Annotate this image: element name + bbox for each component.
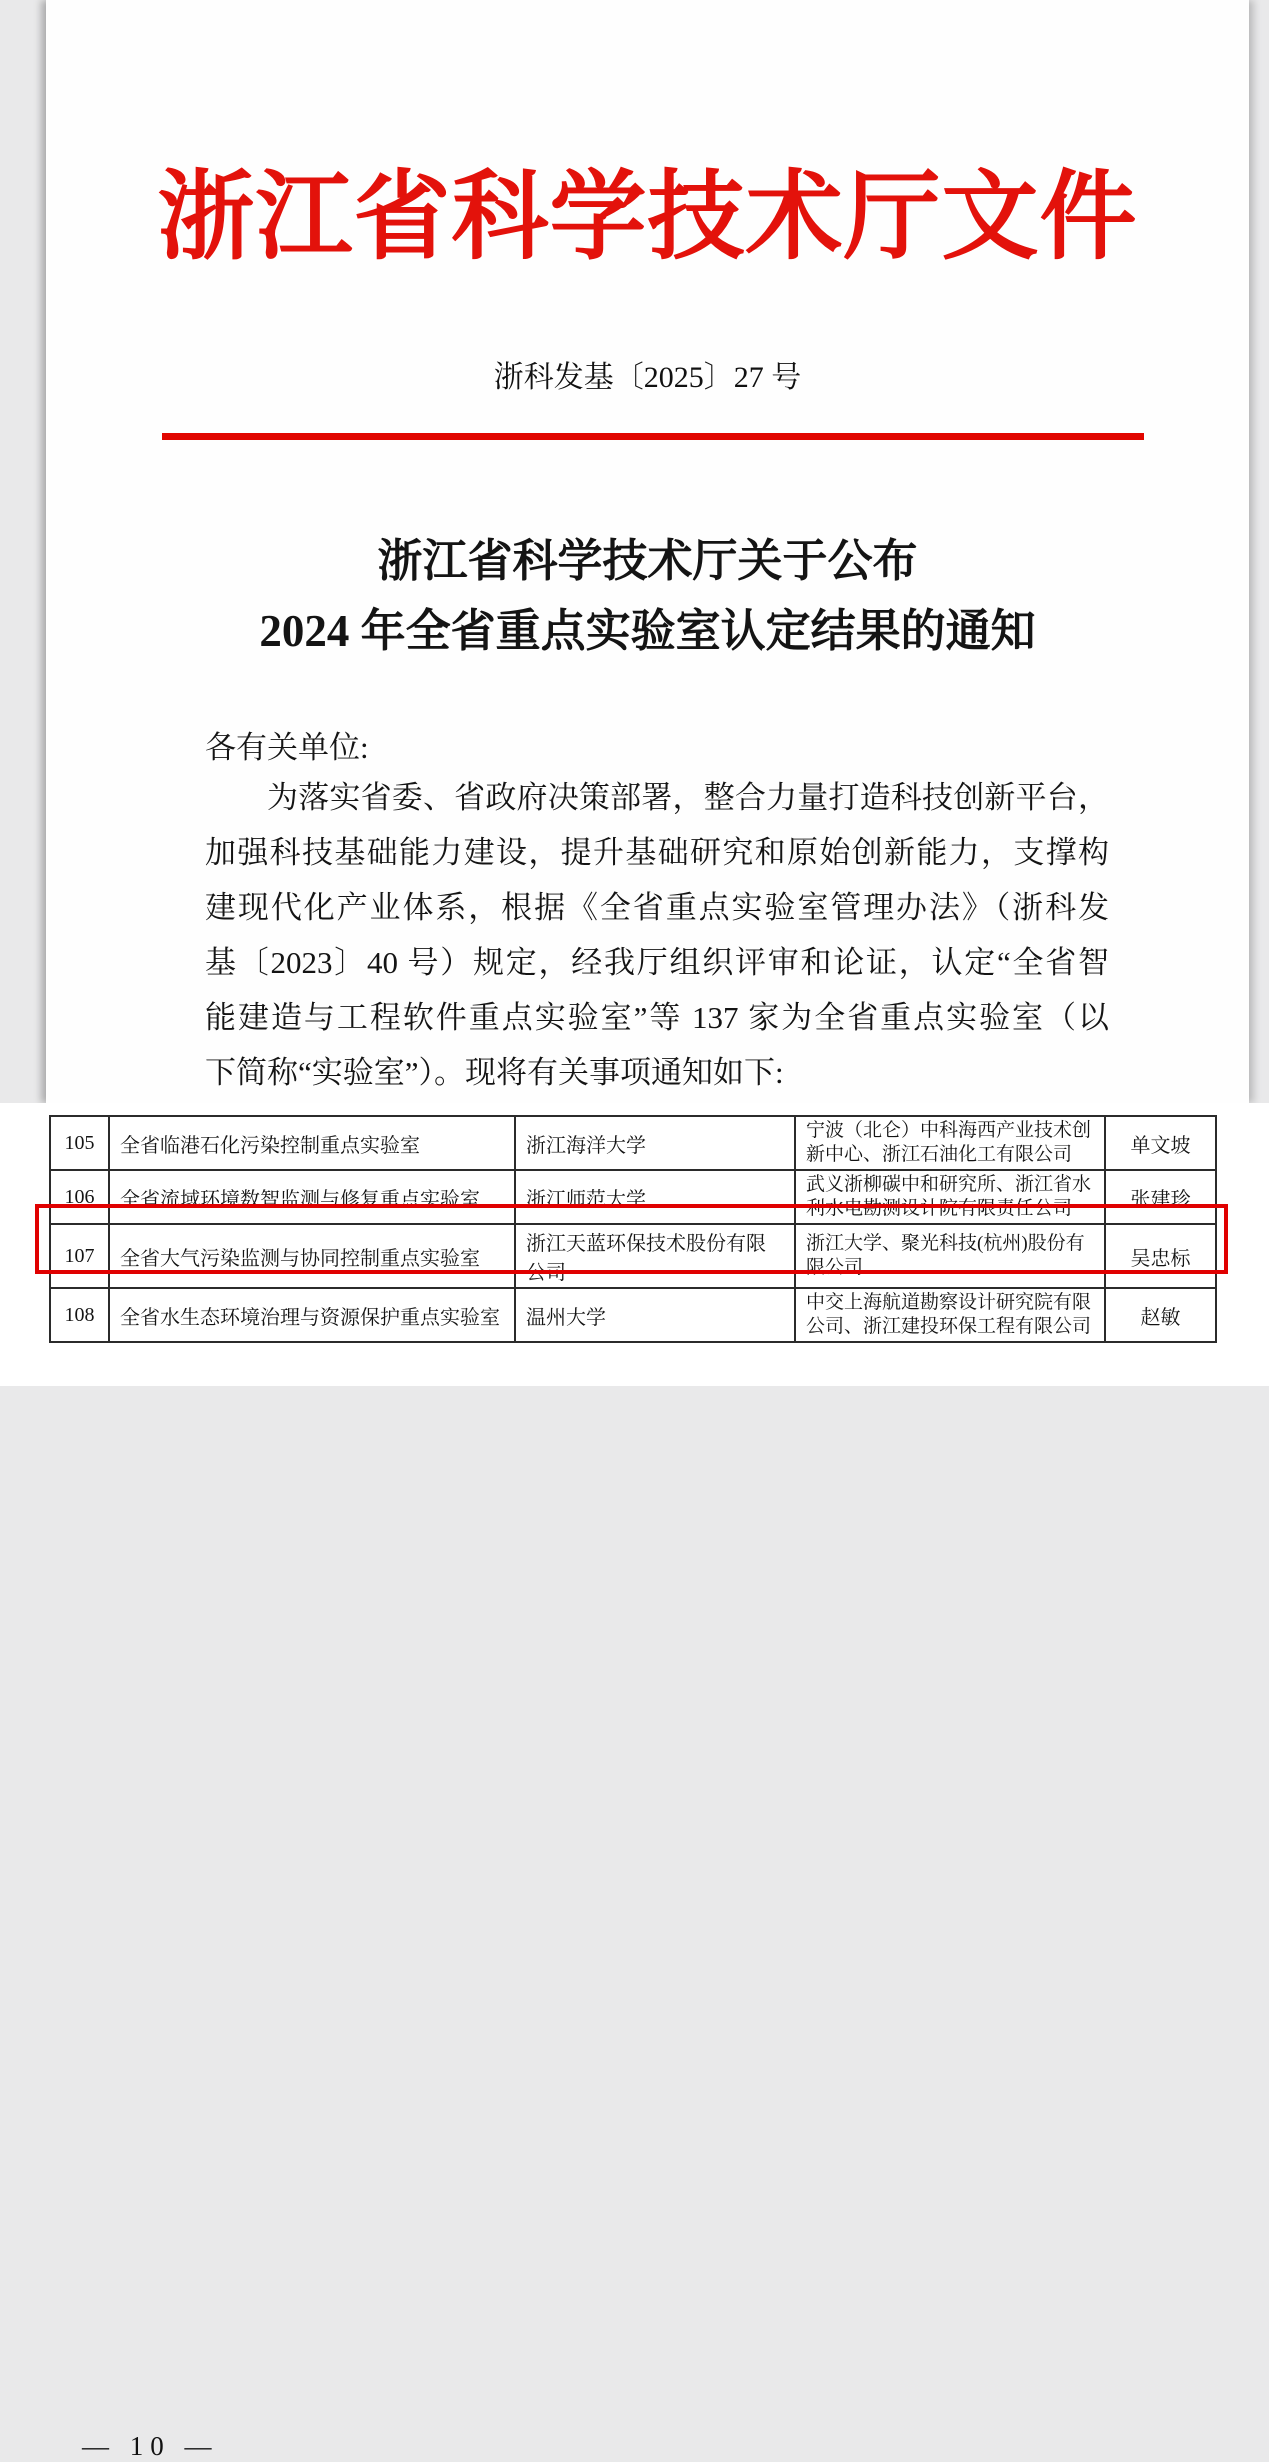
cell-institution: 温州大学 xyxy=(515,1288,795,1342)
cell-lab-name: 全省流域环境数智监测与修复重点实验室 xyxy=(109,1170,515,1224)
cell-index: 105 xyxy=(50,1116,109,1170)
cell-director: 单文坡 xyxy=(1105,1116,1216,1170)
body-line: 能建造与工程软件重点实验室”等 137 家为全省重点实验室（以 xyxy=(205,1000,1109,1035)
table-row-highlighted xyxy=(50,1224,1216,1288)
body-line: 建现代化产业体系，根据《全省重点实验室管理办法》（浙科发 xyxy=(205,890,1109,925)
cell-partners: 武义浙柳碳中和研究所、浙江省水利水电勘测设计院有限责任公司 xyxy=(795,1170,1105,1224)
cell-institution: 浙江师范大学 xyxy=(515,1170,795,1224)
cell-index: 106 xyxy=(50,1170,109,1224)
cell-institution: 浙江海洋大学 xyxy=(515,1116,795,1170)
agency-letterhead-title: 浙江省科学技术厅文件 xyxy=(157,164,1138,271)
cell-director: 吴忠标 xyxy=(1105,1224,1216,1288)
letterhead-red-divider xyxy=(162,433,1144,440)
cell-index: 108 xyxy=(50,1288,109,1342)
cell-lab-name: 全省临港石化污染控制重点实验室 xyxy=(109,1116,515,1170)
table-row xyxy=(50,1116,1216,1170)
cell-institution: 浙江天蓝环保技术股份有限公司 xyxy=(515,1224,795,1288)
cell-index: 107 xyxy=(50,1224,109,1288)
cell-director: 赵敏 xyxy=(1105,1288,1216,1342)
body-line: 基〔2023〕40 号）规定，经我厅组织评审和论证，认定“全省智 xyxy=(205,945,1109,980)
cell-partners: 宁波（北仑）中科海西产业技术创新中心、浙江石油化工有限公司 xyxy=(795,1116,1105,1170)
cell-lab-name: 全省大气污染监测与协同控制重点实验室 xyxy=(109,1224,515,1288)
document-page xyxy=(46,0,1249,1103)
table-row xyxy=(50,1288,1216,1342)
body-line: 为落实省委、省政府决策部署，整合力量打造科技创新平台， xyxy=(267,780,1109,815)
document-number: 浙科发基〔2025〕27 号 xyxy=(493,361,802,394)
cell-partners: 浙江大学、聚光科技(杭州)股份有限公司 xyxy=(795,1224,1105,1288)
cell-lab-name: 全省水生态环境治理与资源保护重点实验室 xyxy=(109,1288,515,1342)
page-number: — 10 — xyxy=(82,2431,219,2461)
notice-title-line2: 2024 年全省重点实验室认定结果的通知 xyxy=(259,606,1036,656)
notice-title-line1: 浙江省科学技术厅关于公布 xyxy=(377,536,918,586)
body-line: 加强科技基础能力建设，提升基础研究和原始创新能力，支撑构 xyxy=(205,835,1109,870)
cell-partners: 中交上海航道勘察设计研究院有限公司、浙江建投环保工程有限公司 xyxy=(795,1288,1105,1342)
body-paragraph xyxy=(205,770,1109,1100)
cell-director: 张建珍 xyxy=(1105,1170,1216,1224)
table-row xyxy=(50,1170,1216,1224)
salutation: 各有关单位: xyxy=(205,730,369,765)
body-line: 下简称“实验室”）。现将有关事项通知如下: xyxy=(205,1055,784,1090)
results-table xyxy=(49,1115,1217,1343)
